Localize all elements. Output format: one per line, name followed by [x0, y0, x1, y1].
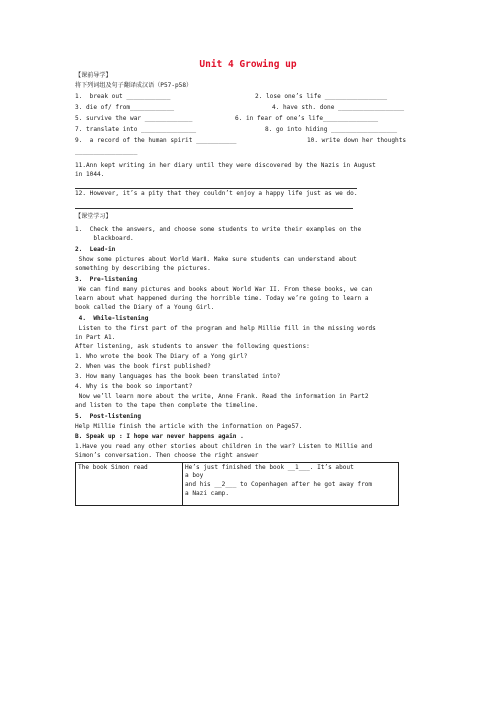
class-header: 【课堂学习】: [75, 213, 112, 220]
step3-text: We can find many pictures and books about World War II. From these books, we can: [75, 286, 373, 293]
table-divider: [182, 462, 183, 505]
question: 2. When was the book first published?: [75, 363, 211, 370]
vocab-item: 5. survive the war _____________: [75, 115, 193, 122]
sentence-12: 12. However, it’s a pity that they couldn’t enjoy a happy life just as we do.: [75, 190, 358, 197]
step3-text: learn about what happened during the horrible time. Today we’re going to learn a: [75, 295, 369, 302]
step2-text: Show some pictures about World WarⅡ. Make sure students can understand about: [75, 256, 357, 263]
step4-after: Now we’ll learn more about the write, Anne Frank. Read the information in Part2: [75, 393, 369, 400]
step1-text: 1. Check the answers, and choose some students to write their examples on the: [75, 226, 362, 233]
table-right-cell: a Nazi camp.: [185, 490, 230, 497]
step3-text: book called the Diary of a Young Girl.: [75, 304, 215, 311]
page-title: Unit 4 Growing up: [199, 59, 297, 70]
vocab-item: 7. translate into _______________: [75, 126, 197, 133]
step4-text: in Part A1.: [75, 334, 116, 341]
answer-line: [75, 188, 357, 189]
vocab-item: 4. have sth. done __________________: [272, 104, 405, 111]
table-right-cell: He’s just finished the book __1___. It’s about: [185, 464, 354, 471]
vocab-item: 9. a record of the human spirit ___________: [75, 137, 237, 144]
step4-heading: 4. While-listening: [75, 315, 149, 322]
preview-header: 【课前导学】: [75, 72, 112, 79]
sentence-11-cont: in 1044.: [75, 171, 105, 178]
vocab-item: 3. die of/ from____________: [75, 104, 175, 111]
preview-intro: 将下列词组及句子翻译成汉语（P57-p58）: [75, 82, 193, 89]
step1-text: blackboard.: [75, 235, 134, 242]
step3-heading: 3. Pre-listening: [75, 276, 138, 283]
vocab-item: 1. break out ____________: [75, 93, 171, 100]
step2-text: something by describing the pictures.: [75, 265, 211, 272]
sentence-11: 11.Ann kept writing in her diary until they were discovered by the Nazis in August: [75, 162, 376, 169]
speakup-heading: B. Speak up : I hope war never happens again .: [75, 433, 244, 440]
step5-heading: 5. Post-listening: [75, 413, 142, 420]
question: 4. Why is the book so important?: [75, 383, 193, 390]
step4-text: Listen to the first part of the program and help Millie fill in the missing words: [75, 325, 376, 332]
vocab-item: 8. go into hiding __________________: [265, 126, 398, 133]
question: 3. How many languages has the book been translated into?: [75, 373, 281, 380]
speakup-text: Simon’s conversation. Then choose the right answer: [75, 452, 259, 459]
vocab-item: _________________: [75, 148, 138, 155]
step2-heading: 2. Lead-in: [75, 246, 116, 253]
table-right-cell: a boy: [185, 472, 204, 479]
table-right-cell: and his __2___ to Copenhagen after he got away from: [185, 481, 373, 488]
answer-line: [75, 208, 353, 209]
vocab-item: 6. in fear of one’s life_______________: [235, 115, 379, 122]
step4-after: and listen to the tape then complete the timeline.: [75, 402, 259, 409]
vocab-item: 2. lose one’s life _________________: [255, 93, 388, 100]
step4-text: After listening, ask students to answer the following questions:: [75, 343, 310, 350]
speakup-text: 1.Have you read any other stories about children in the war? Listen to Millie and: [75, 443, 373, 450]
question: 1. Who wrote the book The Diary of a Yong girl?: [75, 353, 248, 360]
vocab-item: 10. write down her thoughts: [307, 137, 407, 144]
table-left-cell: The book Simon read: [78, 464, 148, 471]
step5-text: Help Millie finish the article with the information on Page57.: [75, 423, 303, 430]
